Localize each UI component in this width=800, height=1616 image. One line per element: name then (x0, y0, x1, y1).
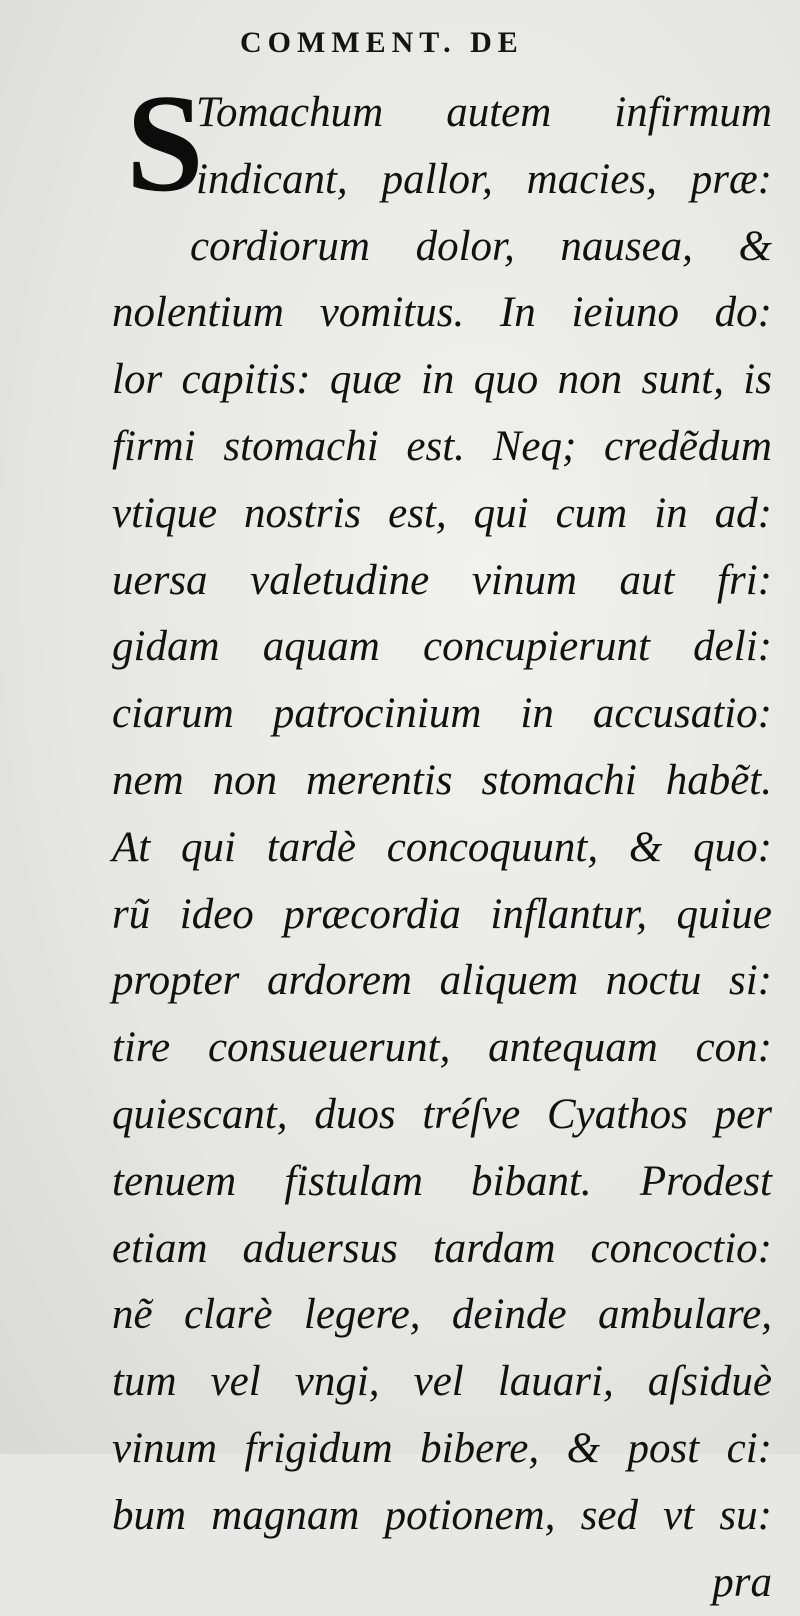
catchword: pra (712, 1558, 772, 1606)
text-line: firmi stomachi est. Neq; credẽdum (112, 422, 772, 470)
text-line: uersa valetudine vinum aut fri: (112, 556, 772, 604)
text-line: At qui tardè concoquunt, & quo: (112, 823, 772, 871)
running-head: COMMENT. DE (240, 26, 524, 59)
drop-cap: S (126, 66, 204, 221)
text-line: tenuem fistulam bibant. Prodest (112, 1157, 772, 1205)
text-line: etiam aduersus tardam concoctio: (112, 1224, 772, 1272)
body-text (112, 66, 772, 1616)
text-line: ciarum patrocinium in accusatio: (112, 690, 772, 738)
text-line: cordiorum dolor, nausea, & (190, 222, 772, 270)
text-line: quiescant, duos tréſve Cyathos per (112, 1090, 772, 1138)
text-line: Tomachum autem infirmum (196, 89, 772, 136)
text-line: propter ardorem aliquem noctu si: (112, 957, 772, 1005)
text-line: vtique nostris est, qui cum in ad: (112, 489, 772, 537)
text-line: indicant, pallor, macies, præ: (196, 155, 772, 203)
text-line: gidam aquam concupierunt deli: (112, 623, 772, 671)
text-line: nẽ clarè legere, deinde ambulare, (112, 1291, 772, 1339)
text-line: bum magnam potionem, sed vt su: (112, 1491, 772, 1539)
text-line: vinum frigidum bibere, & post ci: (112, 1424, 772, 1472)
text-line: lor capitis: quæ in quo non sunt, is (112, 356, 772, 404)
text-line: rũ ideo præcordia inflantur, quiue (112, 890, 772, 938)
dropcap-paragraph (112, 66, 772, 221)
text-line: nolentium vomitus. In ieiuno do: (112, 289, 772, 337)
text-line: tire consueuerunt, antequam con: (112, 1024, 772, 1072)
text-line: nem non merentis stomachi habẽt. (112, 756, 772, 804)
text-line: tum vel vngi, vel lauari, aſsiduè (112, 1358, 772, 1406)
